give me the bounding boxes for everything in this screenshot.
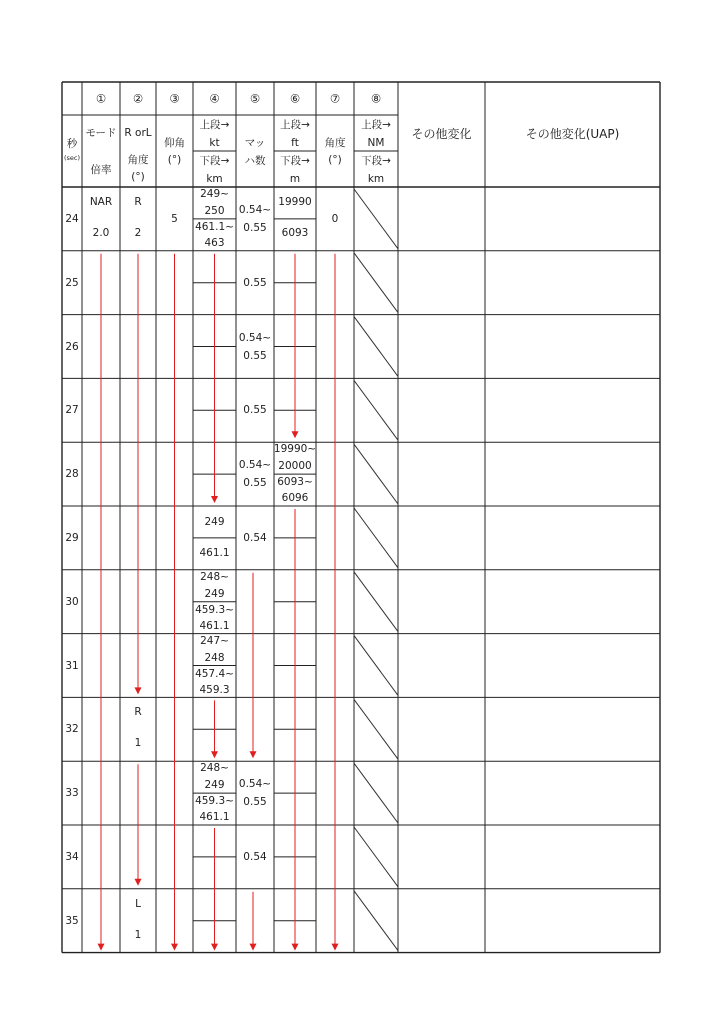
distance-upper-label: 上段→ — [361, 118, 391, 131]
mach-cell: 0.55 — [243, 476, 267, 489]
mach-label-top: マッ — [244, 136, 266, 149]
circled-number-5: ⑤ — [249, 91, 261, 106]
speed-upper-label: 上段→ — [199, 118, 230, 131]
seconds-cell: 34 — [65, 850, 79, 863]
seconds-cell: 35 — [65, 914, 79, 927]
distance-lower-label: 下段→ — [361, 154, 391, 167]
mach-cell: 0.54~ — [238, 458, 272, 471]
distance-km-label: km — [367, 172, 385, 185]
speed-kt-cell: 249 — [204, 515, 225, 528]
altitude-m-cell: 6093~ — [277, 475, 313, 488]
speed-km-cell: 459.3~ — [195, 794, 234, 807]
speed-km-cell: 461.1~ — [195, 220, 234, 233]
magnification-cell: 2.0 — [92, 226, 110, 239]
mach-cell: 0.55 — [243, 349, 267, 362]
mach-cell: 0.55 — [243, 221, 267, 234]
speed-kt-cell: 248~ — [200, 761, 229, 774]
speed-arrow-3-head — [211, 944, 218, 951]
distance-nm-label: NM — [367, 136, 385, 149]
diagonal-mark — [354, 763, 398, 823]
other-changes-uap-label: その他変化(UAP) — [525, 127, 620, 141]
diagonal-mark — [354, 189, 398, 249]
altitude-m-cell: 6093 — [281, 226, 309, 239]
altitude-ft-cell: 20000 — [278, 459, 312, 472]
speed-lower-label: 下段→ — [199, 154, 230, 167]
speed-km-cell: 461.1 — [199, 619, 230, 632]
seconds-cell: 27 — [65, 404, 79, 417]
mach-cell: 0.54 — [243, 531, 267, 544]
speed-km-cell: 463 — [204, 236, 225, 249]
diagonal-mark — [354, 572, 398, 632]
mach-cell: 0.55 — [243, 795, 267, 808]
diagonal-mark — [354, 444, 398, 504]
other-changes-label: その他変化 — [411, 127, 472, 141]
speed-kt-cell: 248 — [204, 651, 225, 664]
rl-angle-cell: 1 — [134, 737, 142, 750]
altitude-ft-cell: 19990 — [278, 195, 312, 208]
mach-cell: 0.55 — [243, 276, 267, 289]
speed-kt-cell: 247~ — [200, 634, 229, 647]
mach-cell: 0.54~ — [238, 331, 272, 344]
diagonal-mark — [354, 317, 398, 377]
angle-label: 角度 — [324, 136, 346, 149]
speed-km-cell: 459.3 — [199, 683, 230, 696]
altitude-arrow-2-head — [292, 944, 299, 951]
diagonal-mark — [354, 636, 398, 696]
alt-lower-label: 下段→ — [280, 154, 310, 167]
speed-arrow-2-head — [211, 751, 218, 758]
circled-number-6: ⑥ — [289, 91, 301, 106]
rl-arrow-2-head — [135, 879, 142, 886]
rl-arrow-1-head — [135, 687, 142, 694]
seconds-cell: 30 — [65, 595, 79, 608]
mach-cell: 0.54~ — [238, 777, 272, 790]
rl-angle-label: 角度 — [127, 153, 149, 166]
circled-number-7: ⑦ — [329, 91, 341, 106]
mach-arrow-1-head — [250, 751, 257, 758]
seconds-cell: 25 — [65, 276, 79, 289]
mode-label: モード — [85, 126, 117, 139]
elevation-arrow-head — [171, 944, 178, 951]
alt-ft-label: ft — [291, 136, 299, 149]
diagonal-mark — [354, 891, 398, 951]
circled-number-4: ④ — [209, 91, 220, 106]
mach-label-bottom: ハ数 — [244, 154, 266, 167]
elevation-cell: 5 — [171, 212, 178, 225]
mode-cell: NAR — [89, 195, 113, 208]
speed-km-cell: 459.3~ — [195, 603, 234, 616]
r-or-l-cell: R — [134, 195, 142, 208]
speed-km-label: km — [206, 172, 223, 185]
circled-number-2: ② — [132, 91, 144, 106]
speed-kt-cell: 248~ — [200, 570, 229, 583]
speed-kt-cell: 249 — [204, 587, 225, 600]
r-or-l-cell: R — [134, 706, 142, 719]
speed-kt-cell: 249~ — [200, 187, 229, 200]
circled-number-3: ③ — [169, 91, 180, 106]
seconds-cell: 32 — [65, 723, 79, 736]
angle-arrow-head — [332, 944, 339, 951]
angle-cell: 0 — [331, 212, 339, 225]
elevation-unit-label: (°) — [167, 153, 182, 166]
speed-kt-cell: 250 — [204, 204, 225, 217]
seconds-label: 秒 — [66, 137, 78, 150]
altitude-arrow-1-head — [292, 431, 299, 438]
elevation-label: 仰角 — [164, 136, 185, 149]
rl-angle-cell: 1 — [134, 928, 142, 941]
r-or-l-cell: L — [135, 897, 141, 910]
diagonal-mark — [354, 253, 398, 313]
mach-cell: 0.54 — [243, 850, 267, 863]
diagonal-mark — [354, 699, 398, 759]
mode-arrow-head — [98, 944, 105, 951]
diagonal-mark — [354, 827, 398, 887]
seconds-cell: 33 — [65, 786, 79, 799]
speed-kt-cell: 249 — [204, 778, 225, 791]
mach-arrow-2-head — [250, 944, 257, 951]
circled-number-8: ⑧ — [370, 91, 382, 106]
circled-number-1: ① — [95, 91, 107, 106]
altitude-m-cell: 6096 — [281, 491, 309, 504]
diagonal-mark — [354, 508, 398, 568]
seconds-cell: 31 — [65, 659, 79, 672]
alt-m-label: m — [289, 172, 301, 185]
seconds-cell: 26 — [65, 340, 79, 353]
mach-cell: 0.54~ — [238, 203, 272, 216]
speed-kt-label: kt — [209, 136, 220, 149]
seconds-cell: 24 — [65, 212, 79, 225]
seconds-cell: 28 — [65, 467, 79, 480]
r-or-l-label: R orL — [124, 126, 152, 139]
magnification-label: 倍率 — [90, 163, 112, 176]
altitude-ft-cell: 19990~ — [273, 442, 317, 455]
speed-km-cell: 461.1 — [199, 546, 230, 559]
mach-cell: 0.55 — [243, 404, 267, 417]
rl-angle-cell: 2 — [134, 226, 142, 239]
angle-unit-label: (°) — [328, 153, 342, 166]
rl-angle-unit-label: (°) — [131, 170, 145, 183]
seconds-unit-label: (sec) — [63, 153, 81, 162]
speed-arrow-1-head — [211, 496, 218, 503]
speed-km-cell: 457.4~ — [195, 667, 234, 680]
diagonal-mark — [354, 380, 398, 440]
alt-upper-label: 上段→ — [280, 118, 310, 131]
speed-km-cell: 461.1 — [199, 810, 230, 823]
seconds-cell: 29 — [65, 531, 79, 544]
